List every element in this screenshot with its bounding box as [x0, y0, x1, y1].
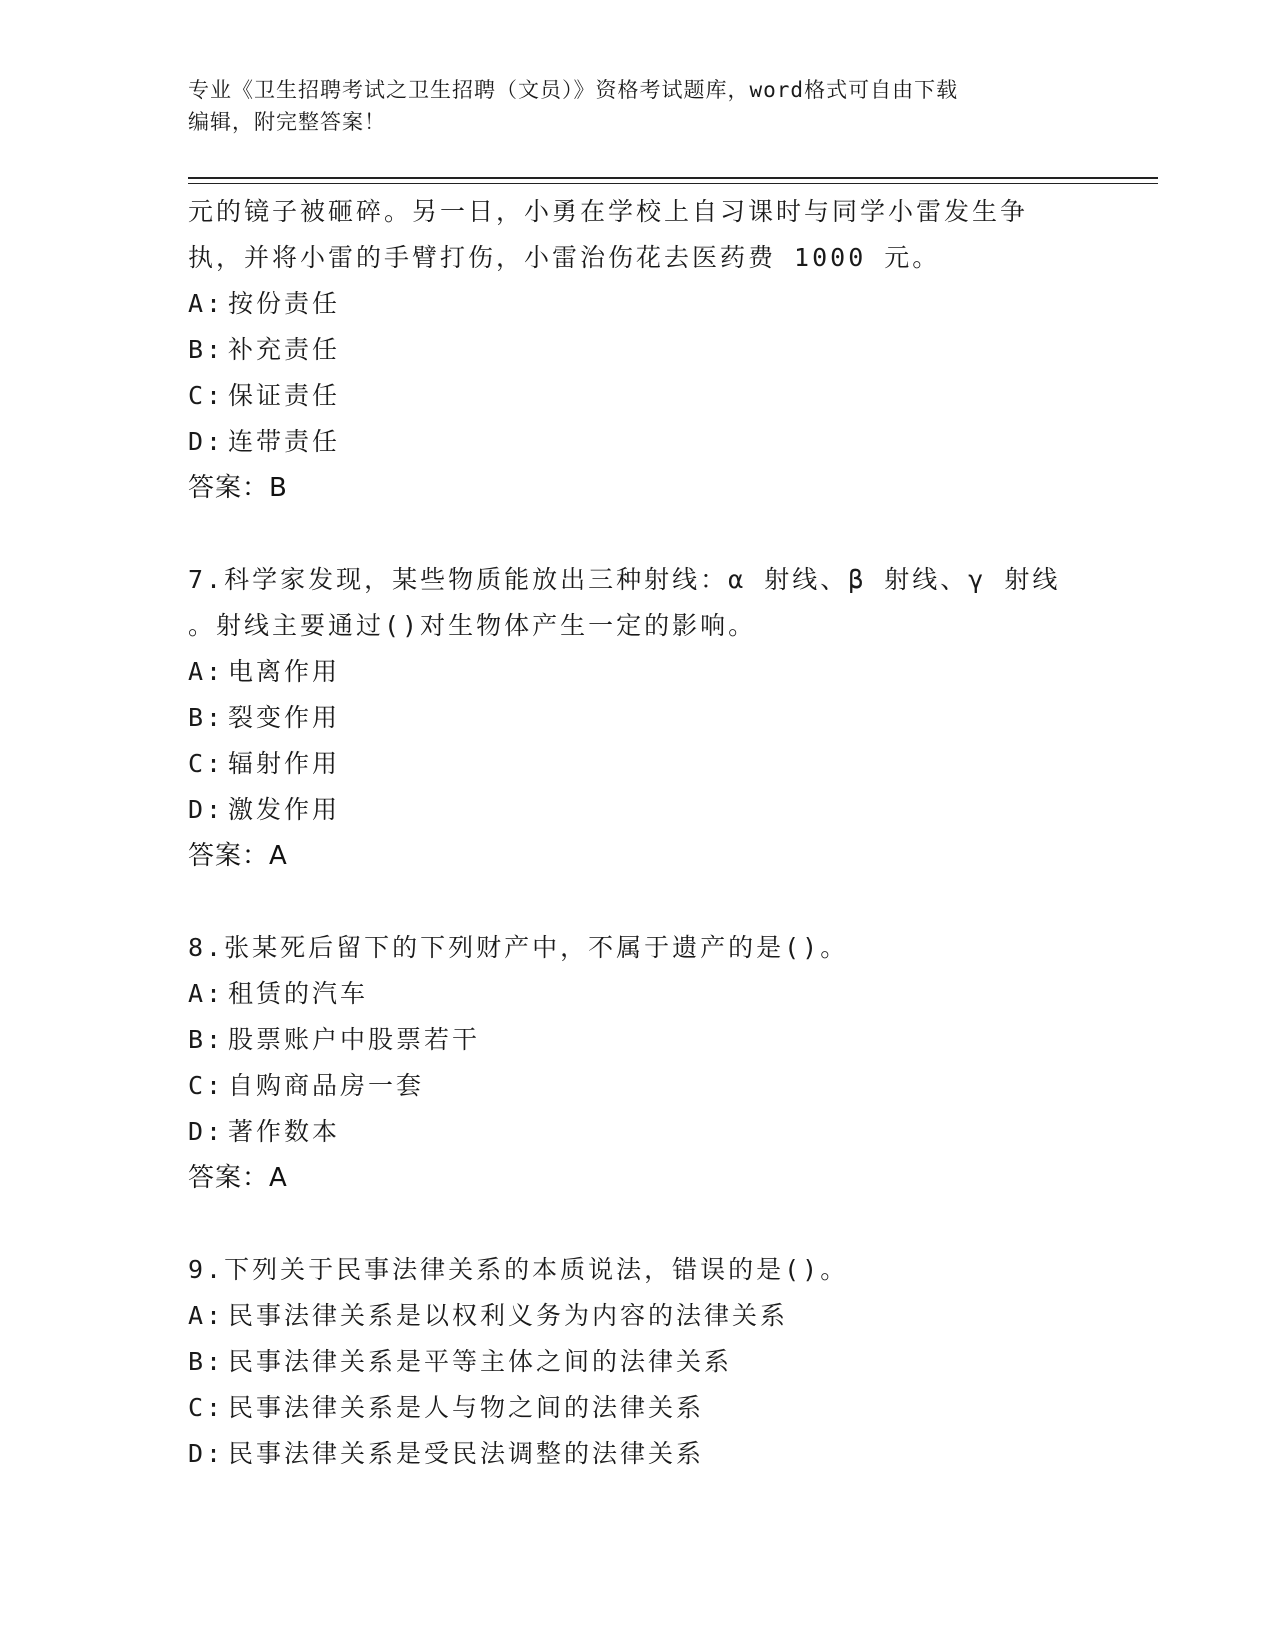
option-text: 裂变作用 [228, 703, 341, 732]
option-text: 自购商品房一套 [228, 1071, 425, 1100]
answer-line: 答案：A [188, 841, 288, 871]
option-b [188, 695, 1148, 741]
option-b [188, 327, 1148, 373]
header-divider-thick [188, 177, 1158, 179]
question-text-line: 。射线主要通过()对生物体产生一定的影响。 [188, 611, 757, 640]
option-key: B: [188, 1025, 225, 1054]
option-text: 电离作用 [228, 657, 341, 686]
document-header [188, 74, 1068, 138]
option-text: 租赁的汽车 [228, 979, 369, 1008]
question-block-7 [188, 557, 1148, 879]
option-key: C: [188, 1393, 225, 1422]
question-block-9 [188, 1247, 1148, 1477]
option-key: C: [188, 749, 225, 778]
question-text-line: 元的镜子被砸碎。另一日，小勇在学校上自习课时与同学小雷发生争 [188, 197, 1029, 226]
option-key: D: [188, 1439, 225, 1468]
option-text: 股票账户中股票若干 [228, 1025, 481, 1054]
option-text: 著作数本 [228, 1117, 341, 1146]
option-key: A: [188, 289, 225, 318]
option-text: 保证责任 [228, 381, 341, 410]
option-text: 民事法律关系是人与物之间的法律关系 [228, 1393, 705, 1422]
option-key: A: [188, 657, 225, 686]
option-c [188, 373, 1148, 419]
answer-line: 答案：A [188, 1163, 288, 1193]
option-key: B: [188, 1347, 225, 1376]
question-text-line: 执，并将小雷的手臂打伤，小雷治伤花去医药费 1000 元。 [188, 243, 941, 272]
option-text: 补充责任 [228, 335, 341, 364]
option-key: D: [188, 427, 225, 456]
question-block-continued [188, 189, 1148, 511]
header-line-1: 专业《卫生招聘考试之卫生招聘（文员）》资格考试题库，word格式可自由下载 [188, 78, 959, 102]
option-text: 民事法律关系是以权利义务为内容的法律关系 [228, 1301, 789, 1330]
option-key: D: [188, 795, 225, 824]
document-body [188, 189, 1148, 1477]
option-key: B: [188, 335, 225, 364]
question-text-line: 7.科学家发现，某些物质能放出三种射线：α 射线、β 射线、γ 射线 [188, 565, 1061, 594]
option-text: 连带责任 [228, 427, 341, 456]
answer-line: 答案：B [188, 473, 288, 503]
option-d [188, 787, 1148, 833]
option-d [188, 1431, 1148, 1477]
option-c [188, 1063, 1148, 1109]
option-c [188, 741, 1148, 787]
option-b [188, 1339, 1148, 1385]
option-key: B: [188, 703, 225, 732]
question-block-8 [188, 925, 1148, 1201]
option-key: C: [188, 381, 225, 410]
option-key: A: [188, 1301, 225, 1330]
header-divider-thin [188, 183, 1158, 184]
option-d [188, 419, 1148, 465]
option-text: 按份责任 [228, 289, 341, 318]
option-b [188, 1017, 1148, 1063]
option-key: A: [188, 979, 225, 1008]
option-text: 激发作用 [228, 795, 341, 824]
option-key: D: [188, 1117, 225, 1146]
option-a [188, 971, 1148, 1017]
option-text: 民事法律关系是平等主体之间的法律关系 [228, 1347, 733, 1376]
option-d [188, 1109, 1148, 1155]
option-a [188, 649, 1148, 695]
question-text-line: 9.下列关于民事法律关系的本质说法，错误的是()。 [188, 1255, 849, 1284]
option-key: C: [188, 1071, 225, 1100]
option-c [188, 1385, 1148, 1431]
question-text-line: 8.张某死后留下的下列财产中，不属于遗产的是()。 [188, 933, 849, 962]
header-line-2: 编辑，附完整答案！ [188, 110, 386, 134]
option-text: 民事法律关系是受民法调整的法律关系 [228, 1439, 705, 1468]
option-text: 辐射作用 [228, 749, 341, 778]
option-a [188, 1293, 1148, 1339]
option-a [188, 281, 1148, 327]
